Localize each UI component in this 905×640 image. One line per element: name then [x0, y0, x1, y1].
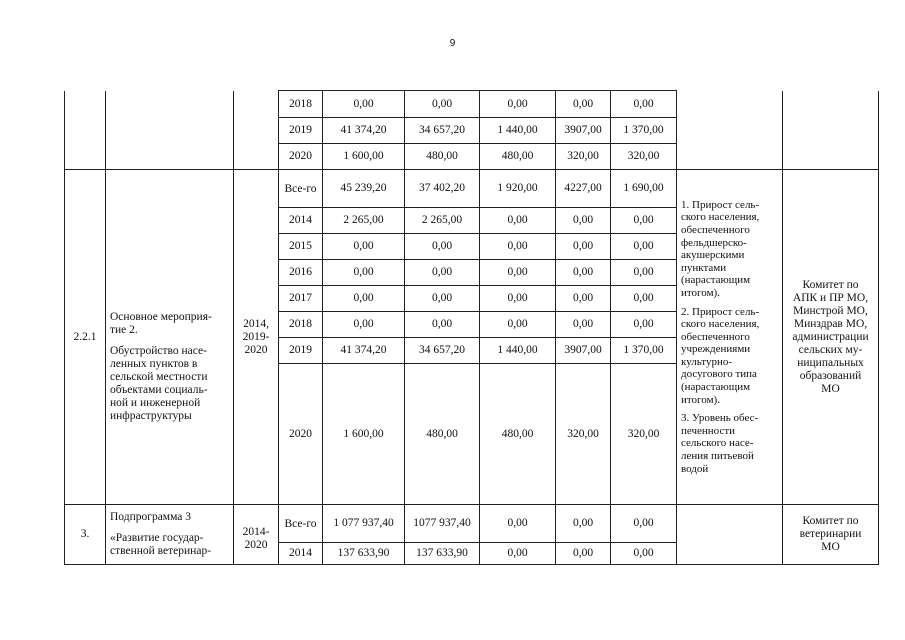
- value-cell: 2 265,00: [323, 208, 405, 234]
- value-cell: 0,00: [480, 312, 556, 338]
- value-cell: 320,00: [556, 364, 611, 505]
- year-cell: 2014: [279, 208, 323, 234]
- value-cell: 3907,00: [556, 118, 611, 144]
- value-cell: 45 239,20: [323, 170, 405, 208]
- subprogram-number: 3.: [65, 505, 106, 565]
- value-cell: 34 657,20: [405, 338, 480, 364]
- measure-period: 2014, 2019- 2020: [234, 170, 279, 505]
- value-cell: 37 402,20: [405, 170, 480, 208]
- subprogram-name: Подпрограмма 3 «Развитие государ- ственной ветеринар-: [106, 505, 234, 565]
- value-cell: 0,00: [556, 234, 611, 260]
- value-cell: 2 265,00: [405, 208, 480, 234]
- value-cell: 0,00: [405, 91, 480, 118]
- value-cell: 0,00: [323, 260, 405, 286]
- year-cell: 2014: [279, 543, 323, 565]
- value-cell: 0,00: [480, 208, 556, 234]
- table-row: [65, 170, 879, 208]
- value-cell: 0,00: [611, 208, 677, 234]
- value-cell: 0,00: [556, 286, 611, 312]
- value-cell: 0,00: [556, 505, 611, 543]
- value-cell: 0,00: [405, 234, 480, 260]
- value-cell: 0,00: [480, 505, 556, 543]
- value-cell: 480,00: [480, 364, 556, 505]
- value-cell: 0,00: [323, 91, 405, 118]
- value-cell: 480,00: [405, 364, 480, 505]
- value-cell: 1 600,00: [323, 364, 405, 505]
- year-cell: 2016: [279, 260, 323, 286]
- value-cell: 1 077 937,40: [323, 505, 405, 543]
- value-cell: 0,00: [480, 260, 556, 286]
- value-cell: 0,00: [405, 286, 480, 312]
- value-cell: 3907,00: [556, 338, 611, 364]
- year-cell: 2018: [279, 312, 323, 338]
- value-cell: 1077 937,40: [405, 505, 480, 543]
- value-cell: 320,00: [611, 364, 677, 505]
- value-cell: 0,00: [611, 234, 677, 260]
- value-cell: 0,00: [611, 91, 677, 118]
- value-cell: 0,00: [611, 286, 677, 312]
- value-cell: 0,00: [480, 234, 556, 260]
- indicator-cell-empty: [677, 91, 783, 170]
- table-row: [65, 505, 879, 543]
- value-cell: 0,00: [480, 286, 556, 312]
- value-cell: 0,00: [611, 260, 677, 286]
- value-cell: 0,00: [611, 505, 677, 543]
- value-cell: 1 600,00: [323, 144, 405, 170]
- value-cell: 1 370,00: [611, 338, 677, 364]
- value-cell: 0,00: [405, 312, 480, 338]
- num-cell-empty: [65, 91, 106, 170]
- value-cell: 480,00: [480, 144, 556, 170]
- value-cell: 320,00: [611, 144, 677, 170]
- value-cell: 0,00: [611, 312, 677, 338]
- measure-number: 2.2.1: [65, 170, 106, 505]
- value-cell: 0,00: [556, 312, 611, 338]
- name-cell-empty: [106, 91, 234, 170]
- table-row: [65, 91, 879, 118]
- year-cell: 2018: [279, 91, 323, 118]
- value-cell: 0,00: [323, 286, 405, 312]
- value-cell: 137 633,90: [405, 543, 480, 565]
- value-cell: 0,00: [405, 260, 480, 286]
- page-number: 9: [449, 38, 456, 49]
- value-cell: 137 633,90: [323, 543, 405, 565]
- year-cell: Все-го: [279, 505, 323, 543]
- value-cell: 34 657,20: [405, 118, 480, 144]
- year-cell: 2017: [279, 286, 323, 312]
- year-cell: 2015: [279, 234, 323, 260]
- year-cell: 2020: [279, 364, 323, 505]
- value-cell: 4227,00: [556, 170, 611, 208]
- value-cell: 1 440,00: [480, 338, 556, 364]
- value-cell: 0,00: [556, 91, 611, 118]
- program-table: [64, 90, 879, 565]
- indicators-cell: 1. Прирост сель- ского населения, обеспеченного фельдшерско- акушерскими пунктами (нарастающим итогом). 2. Прирост сель- ского населения, обеспеченного учреждениями культурно- досугового типа (нарастающим итогом). 3. Уровень обес- печенности сельского насе- ления питьевой водой: [677, 170, 783, 505]
- value-cell: 0,00: [480, 91, 556, 118]
- period-cell-empty: [234, 91, 279, 170]
- year-cell: 2020: [279, 144, 323, 170]
- value-cell: 0,00: [480, 543, 556, 565]
- subprogram-period: 2014- 2020: [234, 505, 279, 565]
- value-cell: 1 440,00: [480, 118, 556, 144]
- value-cell: 41 374,20: [323, 118, 405, 144]
- value-cell: 1 690,00: [611, 170, 677, 208]
- value-cell: 41 374,20: [323, 338, 405, 364]
- executors-cell: Комитет по АПК и ПР МО, Минстрой МО, Минздрав МО, администрации сельских му- ниципальных образований МО: [783, 170, 879, 505]
- value-cell: 1 920,00: [480, 170, 556, 208]
- value-cell: 0,00: [556, 208, 611, 234]
- subprogram-executors: Комитет по ветеринарии МО: [783, 505, 879, 565]
- value-cell: 1 370,00: [611, 118, 677, 144]
- value-cell: 0,00: [556, 543, 611, 565]
- measure-name: Основное мероприя- тие 2. Обустройство насе- ленных пунктов в сельской местности объектами социаль- ной и инженерной инфраструктуры: [106, 170, 234, 505]
- value-cell: 0,00: [323, 312, 405, 338]
- indicators-cell-empty: [677, 505, 783, 565]
- value-cell: 0,00: [556, 260, 611, 286]
- year-cell: 2019: [279, 118, 323, 144]
- value-cell: 0,00: [323, 234, 405, 260]
- year-cell: 2019: [279, 338, 323, 364]
- value-cell: 0,00: [611, 543, 677, 565]
- value-cell: 320,00: [556, 144, 611, 170]
- value-cell: 480,00: [405, 144, 480, 170]
- year-cell: Все-го: [279, 170, 323, 208]
- executor-cell-empty: [783, 91, 879, 170]
